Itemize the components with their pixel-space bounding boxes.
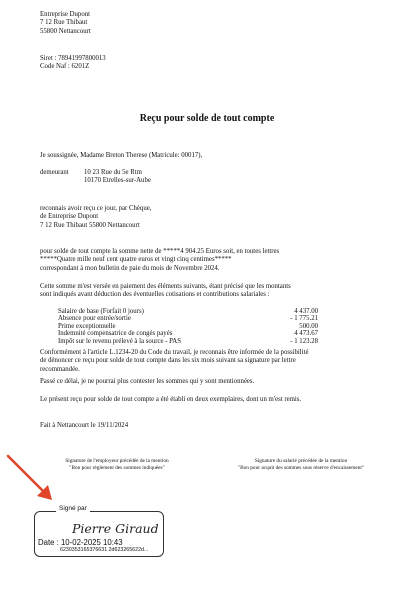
- amount-line-2: *****Quatre mille neuf cent quatre euros et vingt cinq centimes*****: [40, 256, 232, 264]
- item-amount: - 1 123.28: [290, 337, 318, 345]
- item-label: Salaire de base (Forfait 0 jours): [58, 308, 144, 315]
- received-line-1: reconnais avoir reçu ce jour, par Chèque,: [40, 205, 152, 212]
- item-amount: 500.00: [299, 322, 318, 330]
- amount-line-1: pour solde de tout compte la somme nette de *****4 904.25 Euros soit, en toutes lettres: [40, 248, 280, 255]
- legal-line-1: Conformément à l'article L.1234-20 du Code du travail, je reconnais être informée de la possibilité: [40, 349, 309, 356]
- copies-notice: Le présent reçu pour solde de tout compte a été établi en deux exemplaires, dont un m'est remis.: [40, 396, 302, 403]
- employee-signature-mention: "Bon pour acquit des sommes sous réserve d'encaissement": [237, 464, 365, 471]
- employer-signature-title: Signature de l'employeur précédée de la mention: [65, 458, 169, 464]
- item-label: Prime exceptionnelle: [58, 322, 116, 330]
- document-title: Reçu pour solde de tout compte: [139, 113, 275, 124]
- breakdown-intro-line-2: sont indiqués avant déduction des éventuelles cotisations et contributions salariales :: [40, 291, 270, 299]
- stamp-signed-by-label: Signé par: [56, 505, 90, 513]
- legal-line-2: de dénoncer ce reçu pour solde de tout compte dans les six mois suivant sa signature par lettre: [40, 357, 296, 365]
- company-city: 55800 Nettancourt: [40, 27, 91, 35]
- employer-signature-mention: "Bon pour règlement des sommes indiquées": [69, 464, 165, 471]
- item-label: Impôt sur le revenu prélevé à la source - PAS: [58, 337, 182, 345]
- item-amount: - 1 775.21: [290, 315, 318, 323]
- item-label: Indemnité compensatrice de congés payés: [58, 330, 173, 338]
- declarant-line: Je soussignée, Madame Breton Therese (Matricule: 00017),: [40, 152, 203, 159]
- employee-signature-title: Signature du salarié précédée de la mention: [254, 458, 348, 464]
- company-name: Entreprise Dupont: [40, 11, 91, 18]
- item-label: Absence pour entrée/sortie: [58, 315, 131, 323]
- company-naf: Code Naf : 6201Z: [40, 63, 90, 71]
- residence-label: demeurant: [40, 169, 69, 176]
- breakdown-intro-line-1: Cette somme m'est versée en paiement des éléments suivants, étant précisé que les montants: [40, 283, 291, 290]
- no-contest-notice: Passé ce délai, je ne pourrai plus contester les sommes qui y sont mentionnées.: [40, 378, 255, 385]
- company-street: 7 12 Rue Thibaut: [40, 19, 88, 27]
- item-amount: 4 473.67: [294, 330, 318, 338]
- received-line-3: 7 12 Rue Thibaut 55800 Nettancourt: [40, 221, 140, 229]
- received-line-2: de Entreprise Dupont: [40, 213, 99, 221]
- stamp-date: Date : 10-02-2025 10:43: [38, 538, 123, 547]
- amount-line-3: correspondant à mon bulletin de paie du mois de Novembre 2024.: [40, 264, 220, 272]
- residence-street: 10 23 Rue du 5e Rtm: [84, 169, 142, 176]
- legal-line-3: recommandée.: [40, 365, 80, 373]
- residence-city: 10170 Etrelles-sur-Aube: [84, 177, 151, 185]
- item-amount: 4 437.00: [294, 308, 318, 315]
- company-siret: Siret : 78941997800013: [40, 55, 106, 62]
- stamp-signature-name: Pierre Giraud: [72, 521, 159, 536]
- place-and-date: Fait à Nettancourt le 19/11/2024: [40, 422, 129, 429]
- stamp-hash: 6230353165376631 2d623265622d...: [60, 547, 149, 553]
